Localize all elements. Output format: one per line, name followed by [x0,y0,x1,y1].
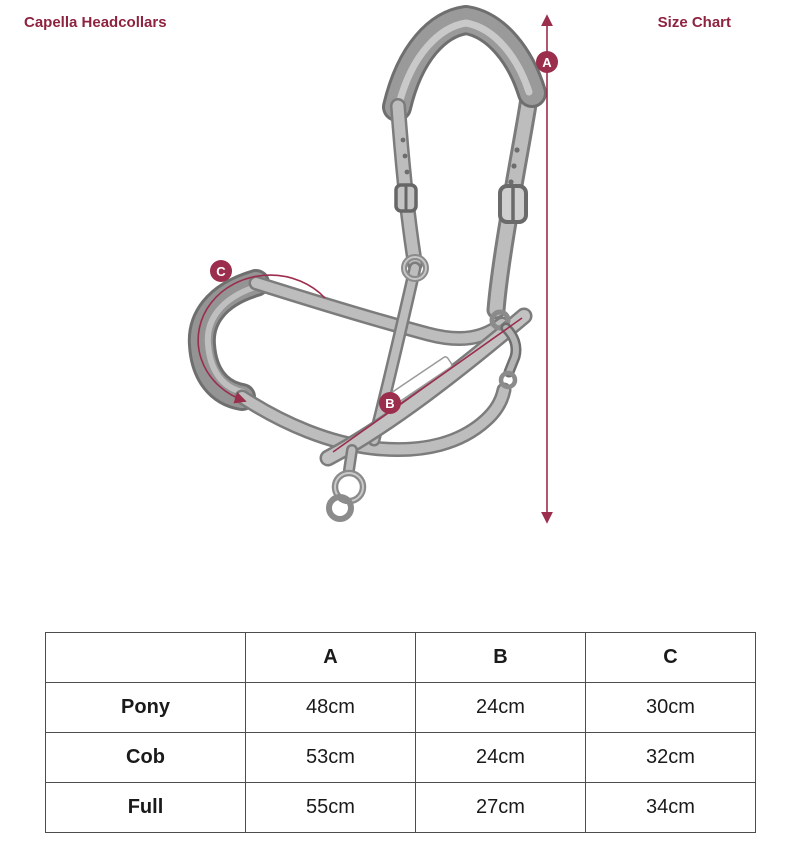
section-title: Size Chart [657,14,731,31]
cell-pony-a: 48cm [246,683,416,733]
size-table-header-row [46,633,756,683]
row-label-cob: Cob [46,733,246,783]
cell-pony-c: 30cm [586,683,756,733]
measurement-c-label: C [216,264,226,279]
measurement-a-badge [536,51,558,73]
row-label-full: Full [46,783,246,833]
cell-pony-b: 24cm [416,683,586,733]
size-table [45,632,756,833]
table-row-pony [46,683,756,733]
cell-full-c: 34cm [586,783,756,833]
cell-cob-a: 53cm [246,733,416,783]
cell-full-b: 27cm [416,783,586,833]
header-cell-b: B [416,633,586,683]
table-row-cob [46,733,756,783]
measurement-c-badge [210,260,232,282]
cell-full-a: 55cm [246,783,416,833]
cell-cob-c: 32cm [586,733,756,783]
page-title: Capella Headcollars [24,14,167,31]
headcollar-illustration [202,20,532,519]
header-cell-blank [46,633,246,683]
cell-cob-b: 24cm [416,733,586,783]
measurement-b-badge [379,392,401,414]
measurement-b-label: B [385,396,395,411]
row-label-pony: Pony [46,683,246,733]
header-cell-c: C [586,633,756,683]
table-row-full [46,783,756,833]
header-cell-a: A [246,633,416,683]
measurement-a-label: A [542,55,552,70]
